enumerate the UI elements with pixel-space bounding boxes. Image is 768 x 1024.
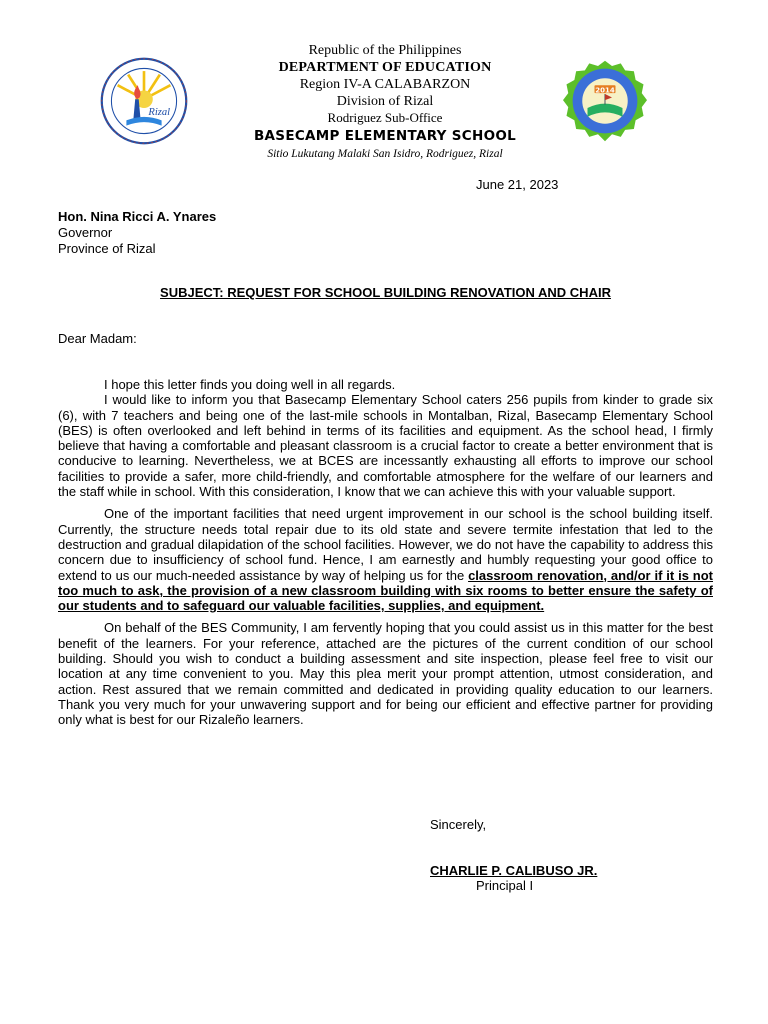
letterhead-sub-office: Rodriguez Sub-Office	[327, 110, 443, 125]
svg-text:Rizal: Rizal	[148, 107, 171, 119]
school-address: Sitio Lukutang Malaki San Isidro, Rodriguez, Rizal	[267, 148, 503, 160]
request-emphasis: classroom renovation, and/or if it is not too much to ask, the provision of a new classroom building with six rooms to better ensure the safety of our students and to safeguard our valuable facilities, supplies, and equipment.	[58, 567, 713, 614]
recipient-name: Hon. Nina Ricci A. Ynares	[58, 209, 217, 224]
school-name: BASECAMP ELEMENTARY SCHOOL	[253, 128, 517, 144]
paragraph-closing-plea: On behalf of the BES Community, I am fervently hoping that you could assist us in this matter for the best benefit of the learners. For your reference, attached are the pictures of the current condition of our school building. Should you wish to conduct a building assessment and site inspection, please feel free to visit our location at any time convenient to you. May this plea merit your prompt attention, utmost consideration, and action. Rest assured that we remain committed and dedicated in providing quality education to our learners. Thank you very much for your unwavering support and for being our efficient and effective partner for providing only what is best for our Rizaleño learners.	[58, 620, 713, 728]
paragraph-request-text: One of the important facilities that need urgent improvement in our school is the school building itself. Currently, the structure needs total repair due to its old state and severe termite infestation that led to the destruction and gradual dilapidation of the school facilities. However, we do not have the capability to address this concern due to insufficiency of school fund. Hence, I am earnestly and humbly requesting your good office to extend to us our much-needed assistance by way of helping us for the	[58, 506, 713, 583]
paragraph-school-info: I would like to inform you that Basecamp Elementary School caters 256 pupils from kinder to grade six (6), with 7 teachers and being one of the last-mile schools in Montalban, Rizal, Basecamp Elementary School (BES) is often overlooked and left behind in terms of its facilities and equipment. As the school head, I firmly believe that having a comfortable and pleasant classroom is a crucial factor to create a better environment that is conducive to learning. Nevertheless, we at BCES are incessantly exhausting all efforts to improve our school facilities to provide a safer, more child-friendly, and comfortable atmosphere for the welfare of our learners and the staff while in school. With this consideration, I know that we can achieve this with your valuable support.	[58, 392, 713, 500]
salutation: Dear Madam:	[58, 331, 137, 346]
recipient-org: Province of Rizal	[58, 241, 156, 256]
letter-body	[58, 377, 713, 735]
basecamp-elementary-school-seal-icon	[561, 59, 649, 143]
signer-position: Principal I	[476, 878, 534, 893]
svg-text:2014: 2014	[595, 86, 615, 95]
complimentary-close: Sincerely,	[430, 817, 487, 832]
letterhead	[230, 42, 540, 162]
letter-date: June 21, 2023	[476, 177, 559, 192]
letterhead-division: Division of Rizal	[336, 94, 434, 109]
paragraph-request	[58, 506, 713, 613]
subject-line: SUBJECT: REQUEST FOR SCHOOL BUILDING RENOVATION AND CHAIR	[160, 285, 611, 300]
letterhead-republic: Republic of the Philippines	[308, 43, 462, 58]
recipient-title: Governor	[58, 225, 113, 240]
recipient-block	[58, 209, 216, 257]
paragraph-greeting: I hope this letter finds you doing well in all regards.	[104, 377, 396, 392]
letterhead-department: DEPARTMENT OF EDUCATION	[278, 60, 492, 75]
letterhead-region: Region IV-A CALABARZON	[299, 77, 471, 92]
division-of-rizal-seal-icon	[100, 57, 188, 145]
signer-name: CHARLIE P. CALIBUSO JR.	[430, 863, 598, 878]
